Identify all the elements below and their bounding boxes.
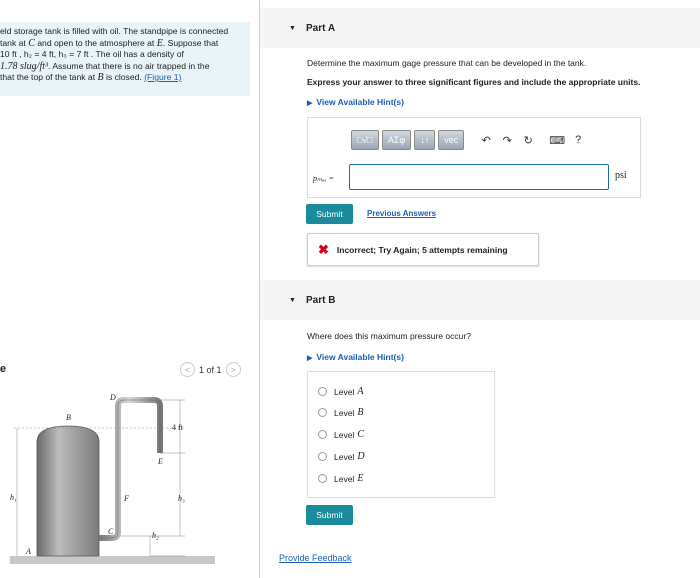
label-d: D (110, 393, 116, 402)
option-level-b[interactable]: Level B (318, 407, 363, 418)
part-b-title: Part B (306, 294, 336, 306)
unit-label: psi (615, 170, 627, 181)
reset-icon[interactable]: ↻ (523, 134, 533, 147)
radio-button[interactable] (318, 474, 327, 483)
radio-button[interactable] (318, 430, 327, 439)
help-icon[interactable]: ? (575, 134, 582, 146)
redo-icon[interactable]: ↷ (502, 134, 512, 147)
previous-answers-link[interactable]: Previous Answers (367, 209, 437, 218)
part-b-submit-button[interactable]: Submit (306, 505, 353, 525)
figure-link[interactable]: (Figure 1) (144, 72, 182, 82)
part-b-hint-link[interactable]: ▶ View Available Hint(s) (307, 352, 404, 362)
expand-triangle-icon: ▶ (307, 355, 313, 362)
option-level-e[interactable]: Level E (318, 473, 363, 484)
label-4ft: 4 ft (172, 423, 183, 432)
pmax-label: pₘₐₓ = (313, 174, 334, 183)
error-x-icon: ✖ (318, 241, 329, 257)
part-a-title: Part A (306, 22, 336, 34)
label-b: B (66, 413, 71, 422)
problem-line-1: eld storage tank is filled with oil. The standpipe is connected (0, 26, 229, 36)
ground (10, 556, 215, 564)
level-options (307, 371, 495, 498)
math-toolbar (351, 129, 587, 151)
radio-button[interactable] (318, 452, 327, 461)
pipe-outline (99, 400, 160, 538)
problem-line-2: tank at C and open to the atmosphere at E. Suppose that (0, 37, 219, 49)
part-a-hint-link[interactable]: ▶ View Available Hint(s) (307, 97, 404, 107)
problem-line-4: 1.78 slug/ft³. Assume that there is no air trapped in the (0, 60, 210, 72)
problem-line-5: that the top of the tank at B is closed. (Figure 1) (0, 72, 182, 83)
label-h1: h₁ (10, 493, 17, 502)
figure-count: 1 of 1 (199, 364, 222, 375)
label-a: A (26, 547, 31, 556)
provide-feedback-link[interactable]: Provide Feedback (279, 553, 352, 563)
feedback-text: Incorrect; Try Again; 5 attempts remaining (336, 244, 508, 255)
part-b-question: Where does this maximum pressure occur? (307, 331, 471, 341)
next-figure-button[interactable]: > (226, 362, 241, 377)
radio-button[interactable] (318, 387, 327, 396)
problem-statement (0, 22, 250, 96)
undo-icon[interactable]: ↶ (481, 134, 491, 147)
greek-symbols-button[interactable]: AΣφ (382, 130, 411, 150)
part-a-instruction: Express your answer to three significant figures and include the appropriate units. (307, 77, 641, 87)
option-level-c[interactable]: Level C (318, 429, 364, 440)
label-e: E (158, 457, 163, 466)
part-a-header[interactable] (260, 8, 700, 48)
option-level-d[interactable]: Level D (318, 451, 365, 462)
templates-button[interactable]: □√□ (351, 130, 379, 150)
part-a-submit-button[interactable]: Submit (306, 204, 353, 224)
standpipe (99, 400, 160, 538)
option-level-a[interactable]: Level A (318, 386, 363, 397)
radio-button[interactable] (318, 408, 327, 417)
vector-button[interactable]: vec (438, 130, 464, 150)
pmax-input[interactable] (349, 164, 609, 190)
figure-pager (180, 362, 241, 377)
subscript-superscript-button[interactable]: ↓↑ (414, 130, 435, 150)
prev-figure-button[interactable]: < (180, 362, 195, 377)
answer-area (307, 117, 641, 198)
part-b-header[interactable] (260, 280, 700, 320)
problem-line-3: 10 ft , h₂ = 4 ft, h₃ = 7 ft . The oil has a density of (0, 49, 184, 59)
tank (37, 426, 99, 556)
expand-triangle-icon: ▶ (307, 100, 313, 107)
keyboard-icon[interactable]: ⌨ (549, 134, 566, 147)
tank-figure (0, 388, 250, 578)
label-f: F (124, 494, 129, 503)
left-edge-label: e (0, 363, 7, 375)
collapse-caret-icon: ▼ (289, 296, 296, 304)
label-c: C (108, 527, 114, 536)
label-h2: h₂ (152, 531, 159, 540)
collapse-caret-icon: ▼ (289, 24, 296, 32)
label-h3: h₃ (178, 494, 185, 503)
part-a-question: Determine the maximum gage pressure that can be developed in the tank. (307, 58, 587, 68)
feedback-message (307, 233, 539, 266)
